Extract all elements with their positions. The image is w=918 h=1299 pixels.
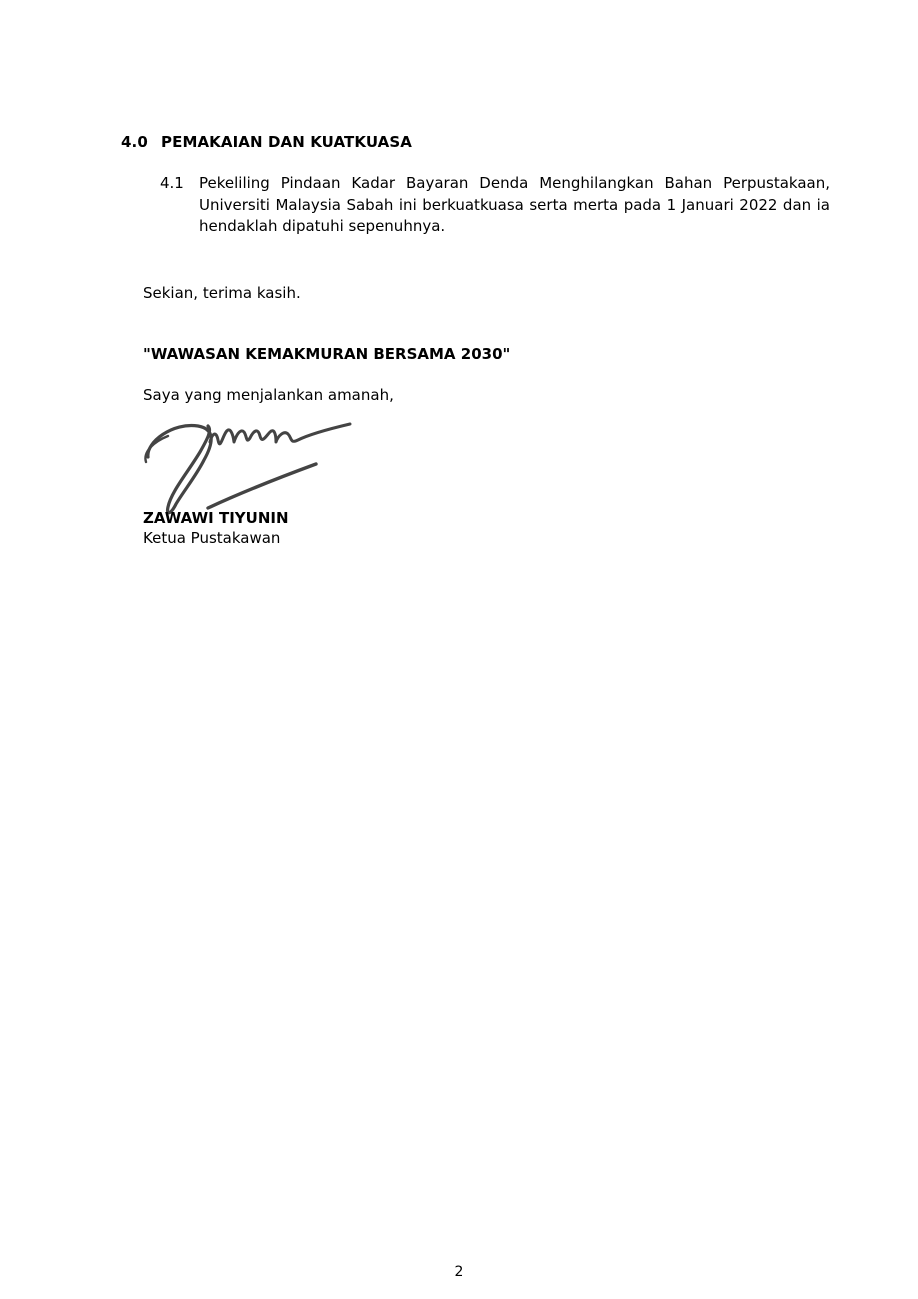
motto: "WAWASAN KEMAKMURAN BERSAMA 2030" [143, 345, 511, 363]
closing-text: Sekian, terima kasih. [143, 284, 301, 302]
page-number: 2 [454, 1264, 464, 1280]
signer-title: Ketua Pustakawan [143, 529, 281, 547]
section-title: PEMAKAIAN DAN KUATKUASA [161, 133, 412, 151]
signer-name: ZAWAWI TIYUNIN [143, 509, 289, 527]
handwritten-signature [138, 412, 368, 522]
clause-4-1 [160, 173, 830, 238]
amanah-text: Saya yang menjalankan amanah, [143, 386, 394, 404]
clause-text: Pekeliling Pindaan Kadar Bayaran Denda Menghilangkan Bahan Perpustakaan, Universiti Malaysia Sabah ini berkuatkuasa serta merta pada 1 Januari 2022 dan ia hendaklah dipatuhi sepenuhnya. [199, 174, 830, 235]
section-heading [121, 133, 412, 151]
clause-number: 4.1 [160, 174, 184, 192]
section-number: 4.0 [121, 133, 148, 151]
